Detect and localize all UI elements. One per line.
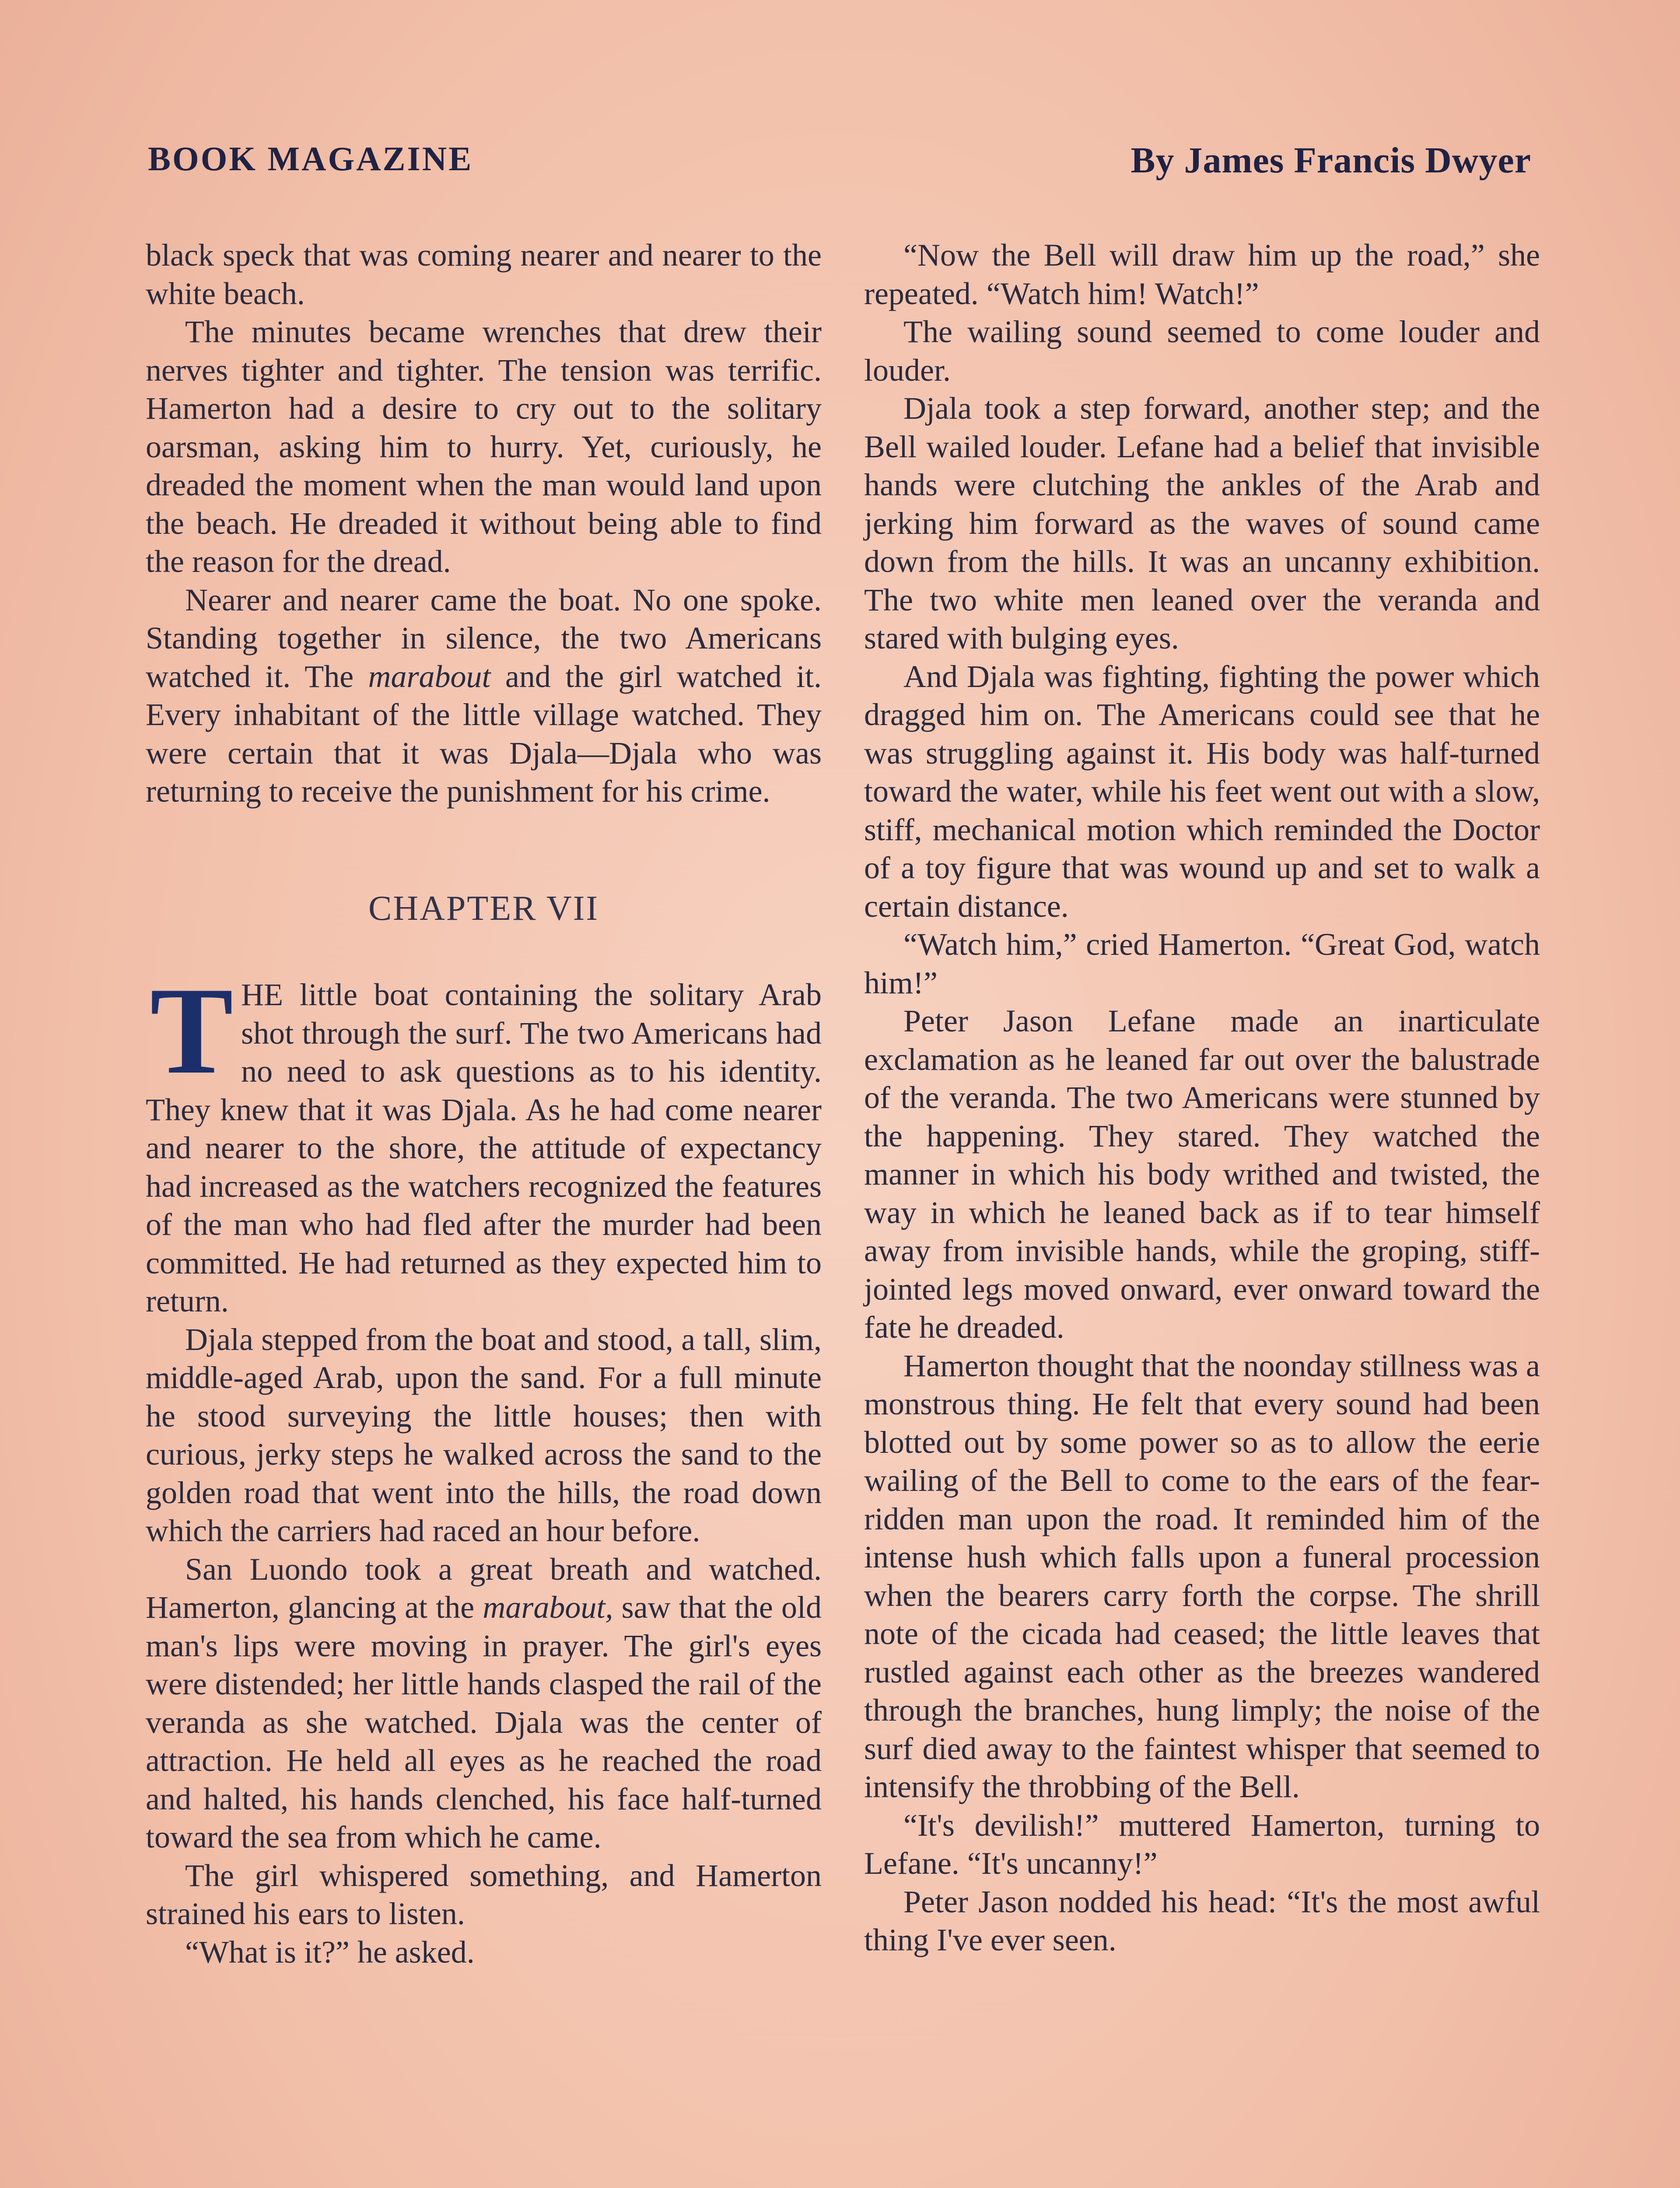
chapter-heading: CHAPTER VII xyxy=(368,889,599,928)
right-column xyxy=(864,236,1540,1960)
paragraph: The girl whispered something, and Hamerton strained his ears to listen. xyxy=(146,1858,822,1931)
italic-word-marabout: marabout xyxy=(368,659,491,694)
paragraph: Djala stepped from the boat and stood, a tall, slim, middle-aged Arab, upon the sand. For a full minute he stood surveying the little houses; then with curious, jerky steps he walked across the sand to the golden road that went into the hills, the road down which the carriers had raced an hour before. xyxy=(146,1322,822,1548)
paragraph: “Now the Bell will draw him up the road,” she repeated. “Watch him! Watch!” xyxy=(864,238,1540,311)
running-head-author: By James Francis Dwyer xyxy=(1130,140,1531,181)
paragraph: Hamerton thought that the noonday stillness was a monstrous thing. He felt that every sound had been blotted out by some power so as to allow the eerie wailing of the Bell to come to the ears of the fear-ridden man upon the road. It reminded him of the intense hush which falls upon a funeral procession when the bearers carry forth the corpse. The shrill note of the cicada had ceased; the little leaves that rustled against each other as the breezes wandered through the branches, hung limply; the noise of the surf died away to the faintest whisper that seemed to intensify the throbbing of the Bell. xyxy=(864,1348,1540,1804)
paragraph: black speck that was coming nearer and nearer to the white beach. xyxy=(146,238,822,311)
italic-word-marabout: marabout, xyxy=(483,1590,613,1625)
paragraph: Nearer and nearer came the boat. No one spoke. Standing together in silence, the two Americans watched it. The marabout and the girl watched it. Every inhabitant of the little village watched. They were certain that it was Djala—Djala who was returning to receive the punishment for his crime. xyxy=(146,582,822,809)
paragraph: The wailing sound seemed to come louder and louder. xyxy=(864,314,1540,388)
paragraph: “Watch him,” cried Hamerton. “Great God, watch him!” xyxy=(864,927,1540,1000)
paragraph: Peter Jason nodded his head: “It's the most awful thing I've ever seen. xyxy=(864,1884,1540,1957)
left-column xyxy=(146,236,822,1971)
paragraph: San Luondo took a great breath and watched. Hamerton, glancing at the marabout, saw that the old man's lips were moving in prayer. The girl's eyes were distended; her little hands clasped the rail of the veranda as she watched. Djala was the center of attraction. He held all eyes as he reached the road and halted, his hands clenched, his face half-turned toward the sea from which he came. xyxy=(146,1551,822,1855)
paragraph: The minutes became wrenches that drew their nerves tighter and tighter. The tension was terrific. Hamerton had a desire to cry out to the solitary oarsman, asking him to hurry. Yet, curiously, he dreaded the moment when the man would land upon the beach. He dreaded it without being able to find the reason for the dread. xyxy=(146,314,822,579)
paragraph: Djala took a step forward, another step; and the Bell wailed louder. Lefane had a belief that invisible hands were clutching the ankles of the Arab and jerking him forward as the waves of sound came down from the hills. It was an uncanny exhibition. The two white men leaned over the veranda and stared with bulging eyes. xyxy=(864,391,1540,656)
chapter-opening-paragraph: THE little boat containing the solitary Arab shot through the surf. The two Americans had no need to ask questions as to his identity. They knew that it was Djala. As he had come nearer and nearer to the shore, the attitude of expectancy had increased as the watchers recognized the features of the man who had fled after the murder had been committed. He had returned as they expected him to return. xyxy=(146,961,822,1318)
drop-cap: T xyxy=(150,961,234,1100)
paragraph: “It's devilish!” muttered Hamerton, turning to Lefane. “It's uncanny!” xyxy=(864,1807,1540,1881)
paragraph: Peter Jason Lefane made an inarticulate exclamation as he leaned far out over the balustrade of the veranda. The two Americans were stunned by the happening. They stared. They watched the manner in which his body writhed and twisted, the way in which he leaned back as if to tear himself away from invisible hands, while the groping, stiff-jointed legs moved onward, ever onward toward the fate he dreaded. xyxy=(864,1003,1540,1345)
running-head-magazine-title: BOOK MAGAZINE xyxy=(148,140,473,178)
paragraph: “What is it?” he asked. xyxy=(185,1934,475,1970)
paragraph: And Djala was fighting, fighting the power which dragged him on. The Americans could see that he was struggling against it. His body was half-turned toward the water, while his feet went out with a slow, stiff, mechanical motion which reminded the Doctor of a toy figure that was wound up and set to walk a certain distance. xyxy=(864,659,1540,924)
